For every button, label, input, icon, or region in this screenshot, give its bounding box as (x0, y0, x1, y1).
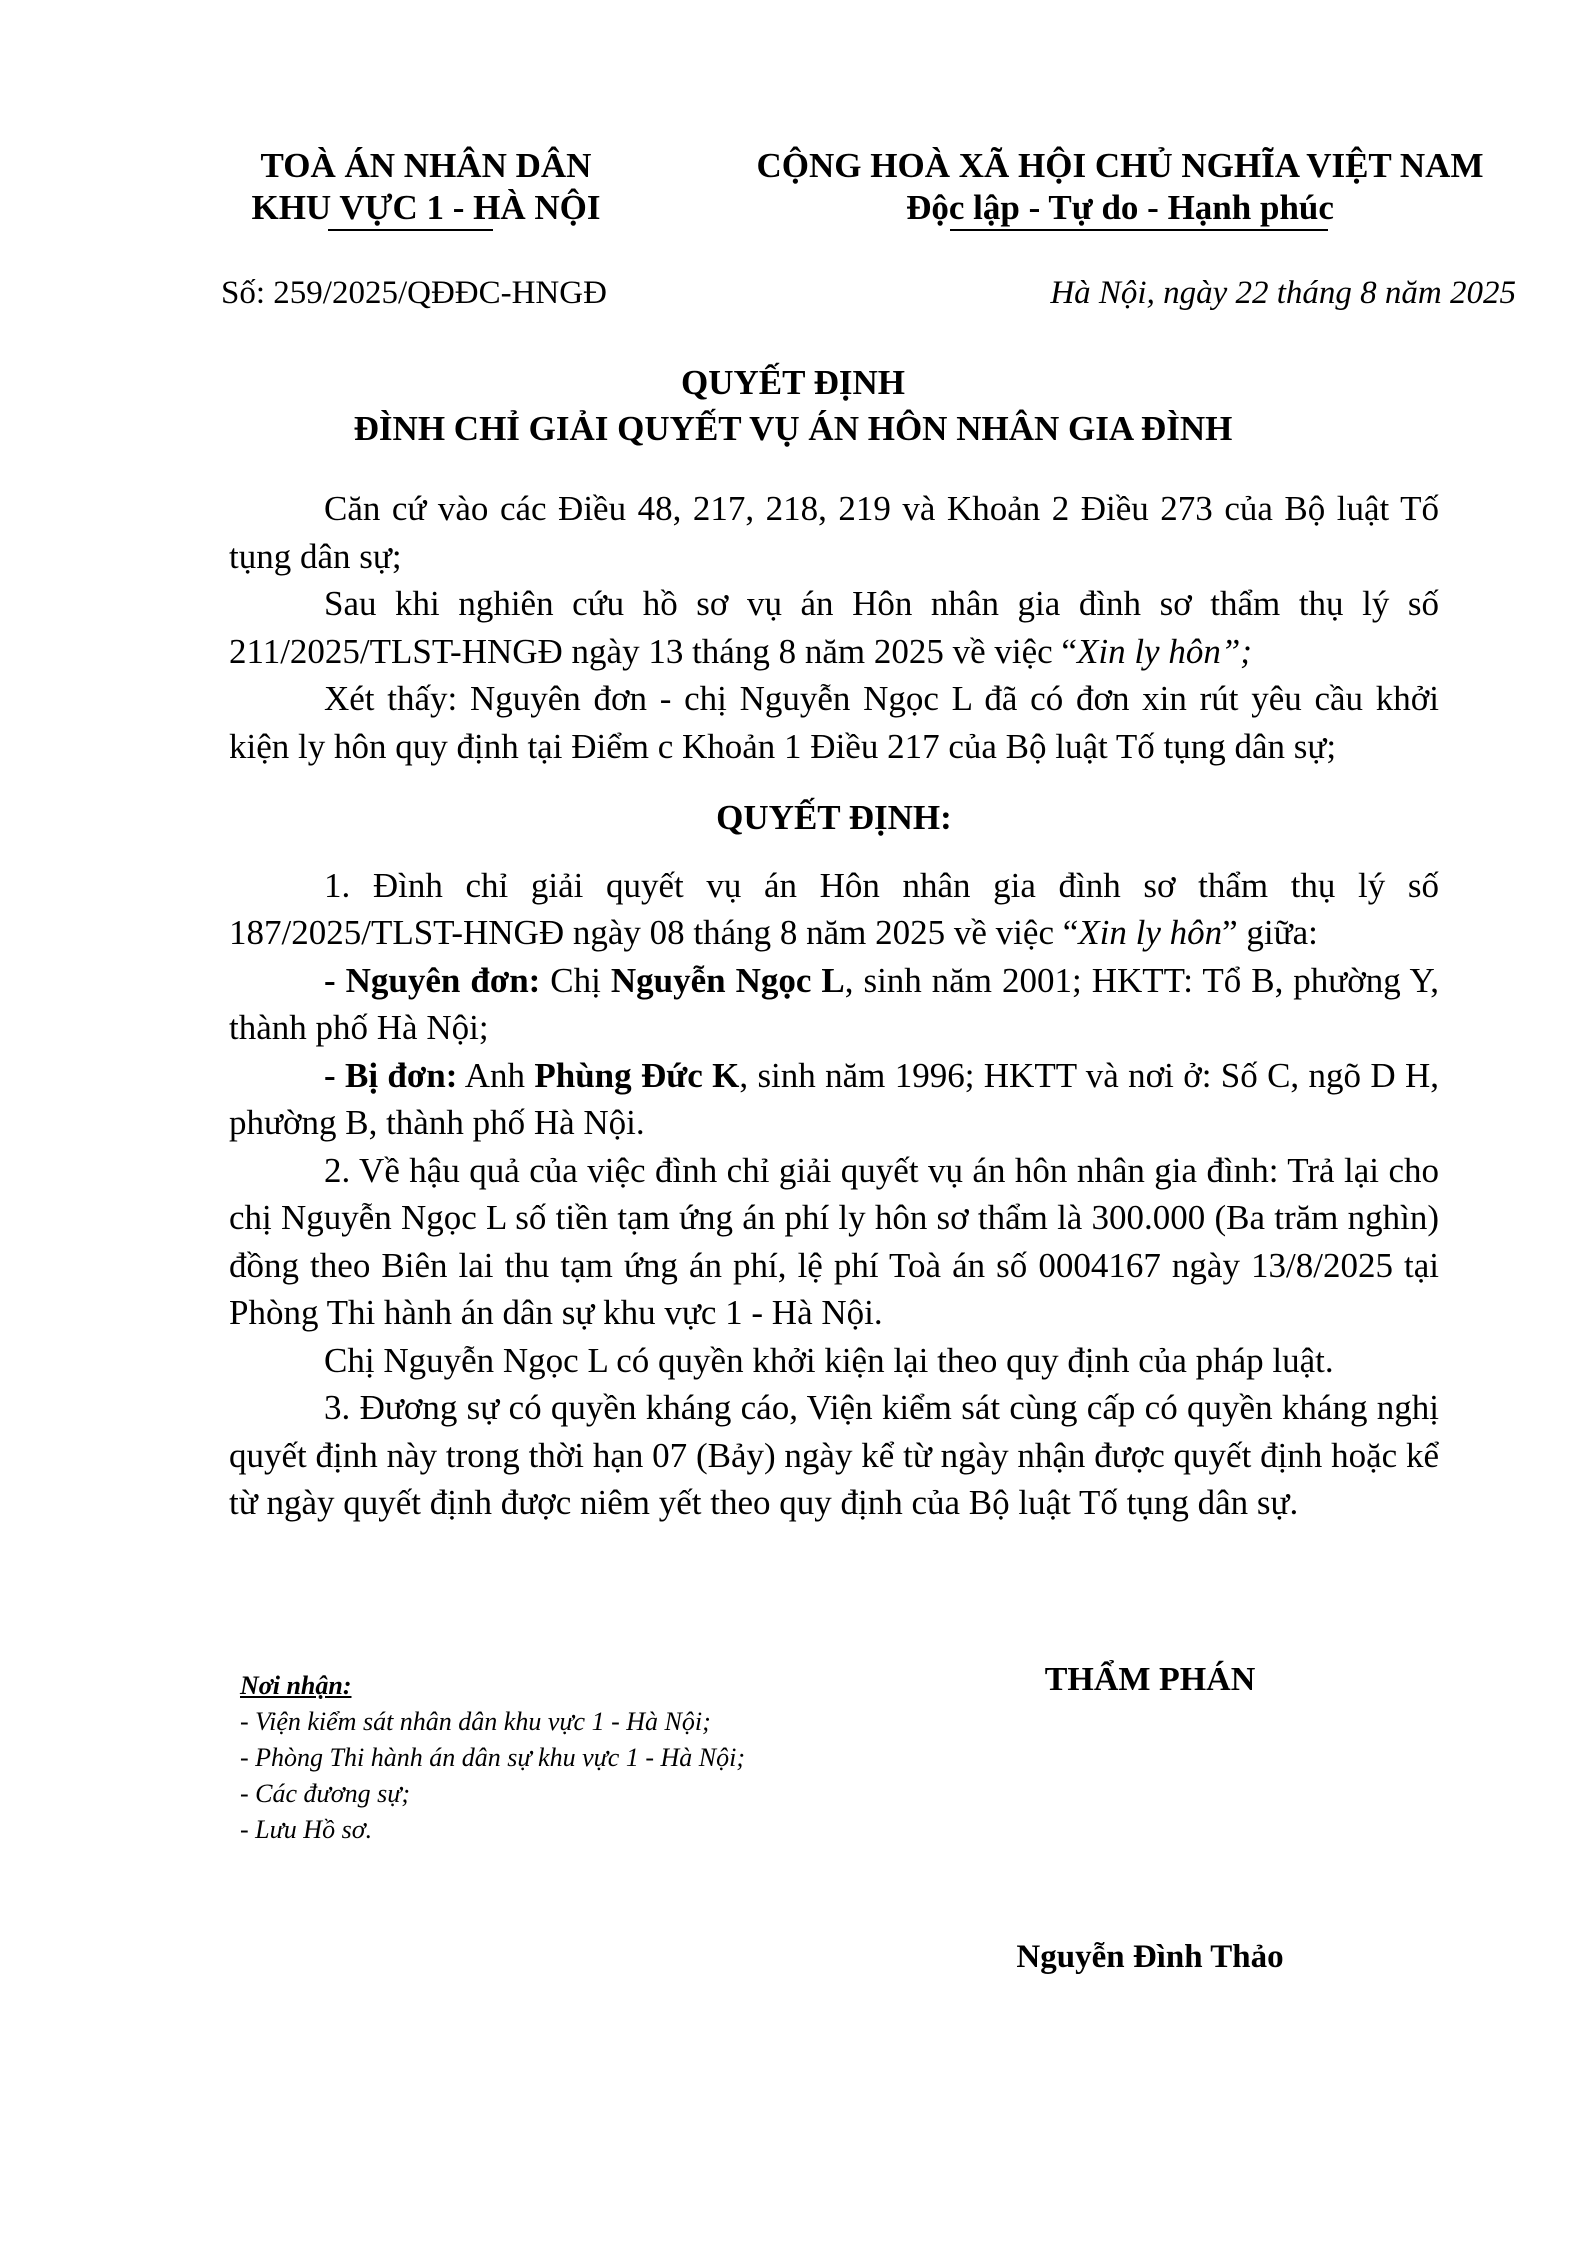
nation-header (700, 145, 1540, 229)
preamble-legal-basis: Căn cứ vào các Điều 48, 217, 218, 219 và Khoản 2 Điều 273 của Bộ luật Tố tụng dân sự; (229, 489, 1439, 576)
court-header-underline (328, 229, 493, 231)
plaintiff-label: - Nguyên đơn: (324, 960, 541, 1000)
preamble-case-end: ”; (1220, 631, 1252, 671)
recipients-title: Nơi nhận: (240, 1671, 352, 1700)
decision-item-1-subject: Xin ly hôn (1078, 913, 1223, 952)
preamble-case-text: Sau khi nghiên cứu hồ sơ vụ án Hôn nhân gia đình sơ thẩm thụ lý số 211/2025/TLST-HNGĐ ngày 13 tháng 8 năm 2025 về việc “ (229, 584, 1439, 671)
recipient-item: - Lưu Hồ sơ. (240, 1815, 373, 1844)
plaintiff-title: Chị (540, 960, 611, 1000)
plaintiff-name: Nguyễn Ngọc L (610, 960, 845, 1000)
preamble-case-review (229, 580, 1439, 675)
court-header (210, 145, 642, 229)
document-title: QUYẾT ĐỊNH (681, 363, 905, 402)
preamble-case-subject: Xin ly hôn (1076, 631, 1221, 671)
plaintiff-details: , sinh năm 2001; HKTT: Tổ B, phường Y, thành phố Hà Nội; (229, 960, 1439, 1047)
signer-title: THẨM PHÁN (1044, 1661, 1256, 1698)
decision-heading: QUYẾT ĐỊNH: (716, 798, 952, 837)
nation-motto: Độc lập - Tự do - Hạnh phúc (906, 188, 1334, 227)
court-region: KHU VỰC 1 - HÀ NỘI (251, 188, 601, 227)
nation-name: CỘNG HOÀ XÃ HỘI CHỦ NGHĨA VIỆT NAM (756, 146, 1484, 185)
defendant-label: - Bị đơn: (324, 1055, 458, 1095)
recipient-item: - Phòng Thi hành án dân sự khu vực 1 - Hà Nội; (240, 1743, 745, 1772)
decision-item-1 (229, 862, 1439, 957)
document-subtitle: ĐÌNH CHỈ GIẢI QUYẾT VỤ ÁN HÔN NHÂN GIA ĐÌNH (353, 409, 1233, 448)
defendant-info (229, 1052, 1439, 1147)
document-body (229, 485, 1439, 1527)
place-date: Hà Nội, ngày 22 tháng 8 năm 2025 (1050, 275, 1516, 311)
plaintiff-info (229, 957, 1439, 1052)
decision-item-1-end: ” giữa: (1222, 913, 1318, 952)
defendant-details: , sinh năm 1996; HKTT và nơi ở: Số C, ngõ D H, phường B, thành phố Hà Nội. (229, 1055, 1439, 1142)
court-name: TOÀ ÁN NHÂN DÂN (260, 146, 592, 185)
signer-name: Nguyễn Đình Thảo (1016, 1939, 1284, 1975)
decision-item-3: 3. Đương sự có quyền kháng cáo, Viện kiểm sát cùng cấp có quyền kháng nghị quyết định này trong thời hạn 07 (Bảy) ngày kể từ ngày nhận được quyết định hoặc kể từ ngày quyết định được niêm yết theo quy định của Bộ luật Tố tụng dân sự. (229, 1388, 1439, 1522)
preamble-consideration: Xét thấy: Nguyên đơn - chị Nguyễn Ngọc L đã có đơn xin rút yêu cầu khởi kiện ly hôn quy định tại Điểm c Khoản 1 Điều 217 của Bộ luật Tố tụng dân sự; (229, 679, 1439, 766)
decision-number: Số: 259/2025/QĐĐC-HNGĐ (221, 275, 607, 311)
decision-item-2-note: Chị Nguyễn Ngọc L có quyền khởi kiện lại theo quy định của pháp luật. (324, 1340, 1334, 1380)
nation-header-underline (950, 229, 1328, 231)
defendant-name: Phùng Đức K (534, 1055, 740, 1095)
decision-item-1-text: 1. Đình chỉ giải quyết vụ án Hôn nhân gia đình sơ thẩm thụ lý số 187/2025/TLST-HNGĐ ngày 08 tháng 8 năm 2025 về việc “ (229, 865, 1439, 952)
defendant-title: Anh (457, 1055, 535, 1095)
decision-item-2: 2. Về hậu quả của việc đình chỉ giải quyết vụ án hôn nhân gia đình: Trả lại cho chị Nguyễn Ngọc L số tiền tạm ứng án phí ly hôn sơ thẩm là 300.000 (Ba trăm nghìn) đồng theo Biên lai thu tạm ứng án phí, lệ phí Toà án số 0004167 ngày 13/8/2025 tại Phòng Thi hành án dân sự khu vực 1 - Hà Nội. (229, 1150, 1439, 1332)
recipient-item: - Các đương sự; (240, 1779, 411, 1808)
recipients-block (240, 1668, 745, 1848)
recipient-item: - Viện kiểm sát nhân dân khu vực 1 - Hà Nội; (240, 1707, 711, 1736)
